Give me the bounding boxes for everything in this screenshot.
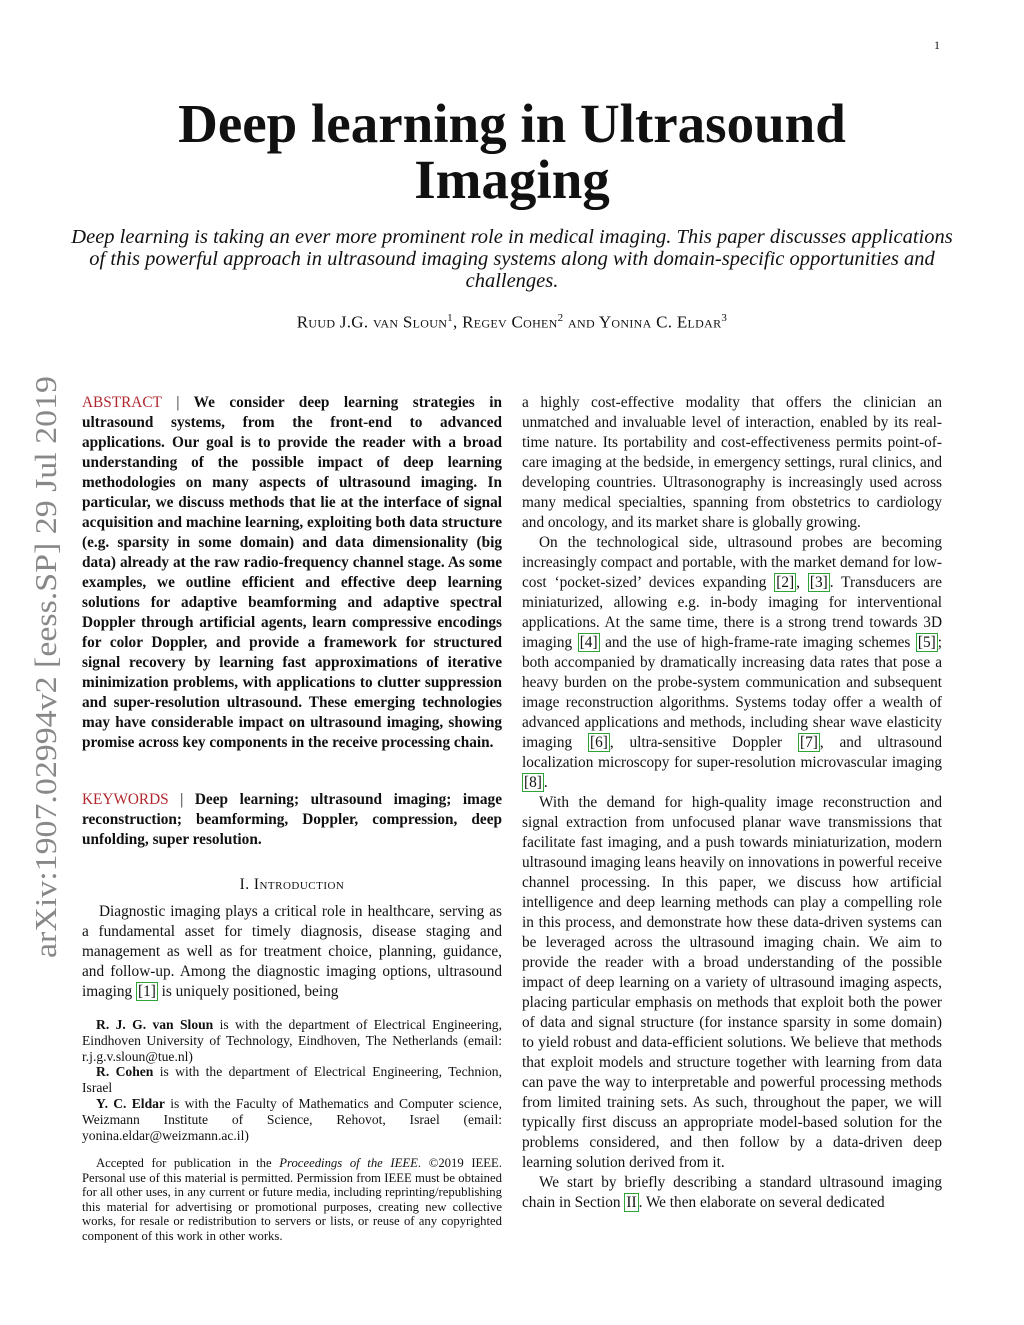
author-affiliation-mark: 1	[447, 312, 453, 324]
citation-link[interactable]: [8]	[524, 774, 542, 791]
body-text: , and ultrasound localization microscopy for super-resolution microvascular imaging	[522, 734, 942, 771]
section-title: Introduction	[253, 876, 345, 893]
page-number: 1	[934, 38, 940, 52]
copyright-text: Accepted for publication in the	[96, 1156, 280, 1170]
paper-subtitle: Deep learning is taking an ever more prominent role in medical imaging. This paper discusses applications of this powerful approach in ultrasound imaging systems along with domain-specific opportunities and challenges.	[71, 226, 953, 292]
paper-title-line-1: Deep learning in Ultrasound	[178, 93, 846, 154]
arxiv-identifier: arXiv:1907.02994v2 [eess.SP] 29 Jul 2019	[28, 425, 63, 958]
body-text: .	[543, 774, 548, 791]
abstract-label: ABSTRACT	[82, 394, 162, 411]
paper-title-line-2: Imaging	[414, 149, 610, 210]
body-text: is uniquely positioned, being	[157, 983, 339, 1000]
footnote-text: is with the Faculty of Mathematics and Computer science, Weizmann Institute of Science, Rehovot, Israel (email: yonina.eldar@weizmann.ac.il)	[82, 1095, 502, 1143]
body-text: ,	[796, 574, 808, 591]
body-text: We start by briefly describing a standard ultrasound imaging chain in Section	[522, 1174, 942, 1211]
citation-link[interactable]: [6]	[589, 734, 608, 751]
footnote-author: R. J. G. van Sloun	[96, 1017, 214, 1032]
author-name: Ruud J.G. van Sloun	[296, 312, 448, 332]
body-text: . Transducers are miniaturized, allowing e.g. in-body imaging for interventional applications. At the same time, there is a strong trend towards 3D imaging	[522, 574, 942, 651]
copyright-notice	[82, 1156, 502, 1244]
copyright-text: . ©2019 IEEE. Personal use of this material is permitted. Permission from IEEE must be obtained for all other uses, in any current or future media, including reprinting/republishing this material for advertising or promotional purposes, creating new collective works, for resale or redistribution to servers or lists, or reuse of any copyrighted component of this work in other works.	[82, 1156, 502, 1243]
author-separator: ,	[452, 312, 463, 332]
body-text: , ultra-sensitive Doppler	[609, 734, 798, 751]
abstract-separator: |	[176, 394, 180, 411]
footnote	[82, 1064, 502, 1096]
citation-link[interactable]: [1]	[137, 983, 156, 1000]
body-text: Diagnostic imaging plays a critical role in healthcare, serving as a fundamental asset for timely diagnosis, disease staging and management as well as for treatment choice, planning, guidance, and follow-up. Among the diagnostic imaging options, ultrasound imaging	[82, 903, 502, 1000]
footnote	[82, 1096, 502, 1143]
abstract-text: We consider deep learning strategies in ultrasound systems, from the front-end to advanced applications. Our goal is to provide the reader with a broad understanding of the possible impact of deep learning methodologies on many aspects of ultrasound imaging. In particular, we discuss methods that lie at the interface of signal acquisition and machine learning, exploiting both data structure (e.g. sparsity in some domain) and data dimensionality (big data) already at the raw radio-frequency channel stage. As some examples, we outline efficient and effective deep learning solutions for adaptive beamforming and adaptive spectral Doppler through artificial agents, learn compressive encodings for color Doppler, and provide a framework for structured signal recovery by learning fast approximations of iterative minimization problems, with applications to clutter suppression and super-resolution ultrasound. These emerging technologies may have considerable impact on ultrasound imaging, showing promise across key components in the receive processing chain.	[82, 394, 502, 751]
keywords-text: Deep learning; ultrasound imaging; image reconstruction; beamforming, Doppler, compression, deep unfolding, super resolution.	[82, 791, 502, 848]
keywords-label: KEYWORDS	[82, 791, 169, 808]
right-column-body	[522, 393, 942, 1213]
abstract	[82, 393, 502, 753]
arxiv-stamp	[14, 372, 70, 962]
author-name: Regev Cohen	[462, 312, 558, 332]
body-text: ; both accompanied by dramatically increasing data rates that pose a heavy burden on the probe-system communication and subsequent image reconstruction algorithms. Systems today offer a wealth of advanced applications and methods, including shear wave elasticity imaging	[522, 634, 942, 751]
section-heading-introduction	[82, 876, 502, 894]
keywords-separator: |	[180, 791, 184, 808]
journal-name: Proceedings of the IEEE	[279, 1156, 418, 1170]
citation-link[interactable]: [5]	[917, 634, 936, 651]
author-affiliation-mark: 2	[557, 312, 564, 324]
introduction-paragraph	[82, 902, 502, 1002]
body-paragraph: With the demand for high-quality image reconstruction and signal extraction from unfocused planar wave transmissions that facilitate fast imaging, and a push towards miniaturization, modern ultrasound imaging leans heavily on innovations in powerful receive channel processing. In this paper, we discuss how artificial intelligence and deep learning methods can play a compelling role in this process, and demonstrate how these data-driven systems can be leveraged across the ultrasound imaging chain. We aim to provide the reader with a broad understanding of the possible impact of deep learning on a variety of ultrasound imaging aspects, placing particular emphasis on methods that exploit both the power of data and signal structure (for instance sparsity in some domain) to yield robust and data-efficient solutions. We believe that methods that exploit models and structure together with learning from data can pave the way to interpretable and powerful processing methods from limited training sets. As such, throughout the paper, we will typically first discuss an appropriate model-based solution for the problems considered, and then follow by a data-driven deep learning solution derived from it.	[522, 794, 942, 1171]
citation-link[interactable]: [3]	[809, 574, 828, 591]
body-text: and the use of high-frame-rate imaging schemes	[599, 634, 916, 651]
footnote-text: is with the department of Electrical Engineering, Technion, Israel	[82, 1064, 502, 1096]
citation-link[interactable]: [7]	[799, 734, 818, 751]
citation-link[interactable]: [2]	[776, 574, 795, 591]
body-paragraph	[522, 1173, 942, 1213]
author-list	[80, 312, 944, 333]
footnote	[82, 1017, 502, 1064]
affiliation-footnotes	[82, 1017, 502, 1143]
footnote-author: Y. C. Eldar	[96, 1095, 165, 1111]
author-separator: and	[563, 312, 599, 332]
keywords	[82, 790, 502, 850]
body-paragraph	[522, 533, 942, 793]
body-paragraph: a highly cost-effective modality that offers the clinician an unmatched and invaluable level of interaction, enabled by its real-time nature. Its portability and cost-effectiveness permits point-of-care imaging at the bedside, in emergency settings, rural clinics, and developing countries. Ultrasonography is increasingly used across many medical specialties, spanning from obstetrics to cardiology and oncology, and its market share is globally growing.	[522, 394, 942, 531]
section-number: I.	[239, 876, 250, 893]
body-text: On the technological side, ultrasound probes are becoming increasingly compact and portable, with the market demand for low-cost ‘pocket-sized’ devices expanding	[522, 534, 942, 591]
citation-link[interactable]: [4]	[579, 634, 598, 651]
author-name: Yonina C. Eldar	[598, 312, 722, 332]
footnote-text: is with the department of Electrical Engineering, Eindhoven University of Technology, Eindhoven, The Netherlands (email: r.j.g.v.sloun@tue.nl)	[82, 1017, 502, 1064]
section-link[interactable]: II	[626, 1194, 637, 1211]
author-affiliation-mark: 3	[721, 312, 728, 324]
footnote-author: R. Cohen	[96, 1064, 154, 1080]
body-text: . We then elaborate on several dedicated	[638, 1194, 885, 1211]
paper-title	[90, 93, 934, 210]
